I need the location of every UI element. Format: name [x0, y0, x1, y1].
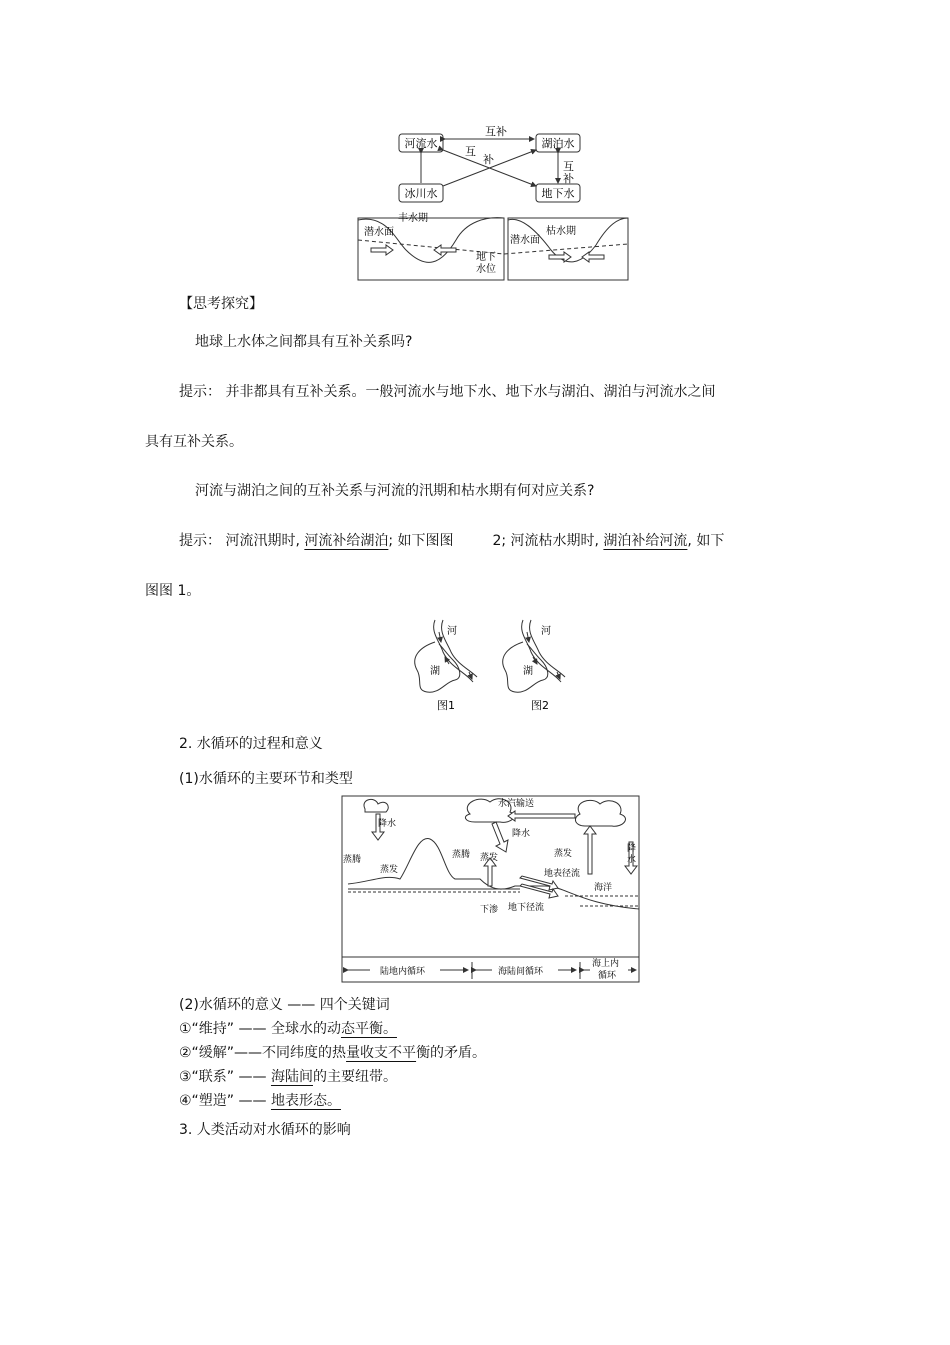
- section-2-title: 2. 水循环的过程和意义: [179, 736, 323, 752]
- keyword-4: [179, 1092, 341, 1110]
- water-cycle-diagram: [340, 794, 642, 984]
- lake-water-label: 湖泊水: [541, 137, 575, 150]
- sea-cycle-label-a: 海上内: [592, 959, 620, 969]
- answer-2-part: 提示： 河流汛期时,: [179, 533, 300, 549]
- keyword-2: [179, 1044, 486, 1062]
- sea-cycle-label-b: 循环: [598, 971, 617, 981]
- keyword-2-underlined: 量收支不平: [346, 1045, 417, 1061]
- keyword-4-text: ④“塑造” ——: [179, 1093, 271, 1109]
- infiltration-label: 下渗: [480, 905, 499, 915]
- flow-arrow-icon: [434, 245, 456, 255]
- fig2-river-label: 河: [541, 626, 551, 637]
- precip-label-1: 降水: [378, 819, 397, 829]
- keyword-4-underlined: 地表形态。: [270, 1093, 341, 1109]
- fig2-lake-label: 湖: [523, 666, 533, 677]
- precip-label-3a: 降: [627, 844, 637, 854]
- groundwater-label: 地下水: [541, 187, 575, 200]
- sea-land-cycle-label: 海陆间循环: [498, 967, 544, 977]
- ground-runoff-label: 地下径流: [508, 903, 545, 913]
- keyword-2-text: ②“缓解”——不同纬度的热: [179, 1045, 347, 1061]
- surface-runoff-label: 地表径流: [544, 869, 581, 879]
- evaporation-label-3: 蒸发: [554, 849, 573, 859]
- keyword-1: [179, 1020, 397, 1038]
- flow-arrow-icon: [371, 245, 393, 255]
- section-think-heading: 【思考探究】: [179, 296, 263, 312]
- fig1-caption: 图1: [437, 699, 455, 712]
- answer-2-part: 2; 河流枯水期时,: [492, 533, 599, 549]
- water-table-diagram: [356, 210, 631, 282]
- top-complement-label: 互补: [485, 125, 507, 138]
- keyword-3-tail: 的主要纽带。: [312, 1069, 397, 1085]
- diag-label-a: 互: [465, 145, 476, 158]
- wet-season-label: 丰水期: [398, 213, 428, 224]
- right-label-b: 补: [563, 172, 574, 185]
- evaporation-label-1: 蒸发: [380, 865, 399, 875]
- keyword-2-tail: 衡的矛盾。: [416, 1045, 487, 1061]
- answer-2-part: , 如下: [687, 533, 725, 549]
- groundwater-level-label-b: 水位: [476, 264, 496, 275]
- subsection-2-title: (2)水循环的意义 —— 四个关键词: [179, 997, 390, 1013]
- fig2-caption: 图2: [531, 699, 549, 712]
- cloud-icon: [575, 800, 625, 826]
- section-3-title: 3. 人类活动对水循环的影响: [179, 1122, 351, 1138]
- water-table-label-1: 潜水面: [364, 227, 394, 238]
- keyword-3-text: ③“联系” ——: [179, 1069, 271, 1085]
- transpiration-label-2: 蒸腾: [452, 850, 471, 860]
- answer-1-line-1: 提示： 并非都具有互补关系。一般河流水与地下水、地下水与湖泊、湖泊与河流水之间: [179, 384, 716, 400]
- keyword-1-text: ①“维持” —— 全球水的动: [179, 1021, 341, 1037]
- river-water-label: 河流水: [404, 137, 438, 150]
- land-cycle-label: 陆地内循环: [380, 967, 426, 977]
- answer-2-underlined: 河流补给湖泊: [304, 533, 389, 549]
- question-2: 河流与湖泊之间的互补关系与河流的汛期和枯水期有何对应关系?: [195, 483, 595, 499]
- question-1: 地球上水体之间都具有互补关系吗?: [195, 334, 413, 350]
- flow-arrow-icon: [582, 252, 604, 262]
- flow-arrow-icon: [549, 252, 571, 262]
- subsection-1-title: (1)水循环的主要环节和类型: [179, 771, 353, 787]
- water-body-relation-diagram: [395, 125, 590, 205]
- keyword-3-underlined: 海陆间: [270, 1069, 313, 1085]
- fig1-lake-label: 湖: [430, 666, 440, 677]
- answer-2-line-2: 图图 1。: [145, 583, 201, 599]
- keyword-3: [179, 1068, 397, 1086]
- answer-2-underlined: 湖泊补给河流: [603, 533, 688, 549]
- dry-season-label: 枯水期: [546, 226, 576, 237]
- right-label-a: 互: [563, 160, 574, 173]
- evaporation-label-2: 蒸发: [480, 853, 499, 863]
- keyword-1-underlined: 态平衡。: [340, 1021, 397, 1037]
- diag-label-b: 补: [483, 153, 494, 166]
- answer-1-line-2: 具有互补关系。: [145, 434, 243, 450]
- precip-label-3b: 水: [627, 855, 637, 865]
- transpiration-label-1: 蒸腾: [343, 855, 362, 865]
- fig1-river-label: 河: [447, 626, 457, 637]
- precip-label-2: 降水: [512, 829, 531, 839]
- glacier-water-label: 冰川水: [404, 187, 438, 200]
- vapor-transport-label: 水汽输送: [498, 799, 535, 809]
- ocean-label: 海洋: [594, 883, 613, 893]
- answer-2-part: ; 如下图图: [388, 533, 454, 549]
- groundwater-level-label-a: 地下: [476, 252, 496, 263]
- lake-river-figures: [405, 612, 580, 717]
- water-table-label-2: 潜水面: [510, 235, 540, 246]
- answer-2-line-1: [179, 532, 724, 550]
